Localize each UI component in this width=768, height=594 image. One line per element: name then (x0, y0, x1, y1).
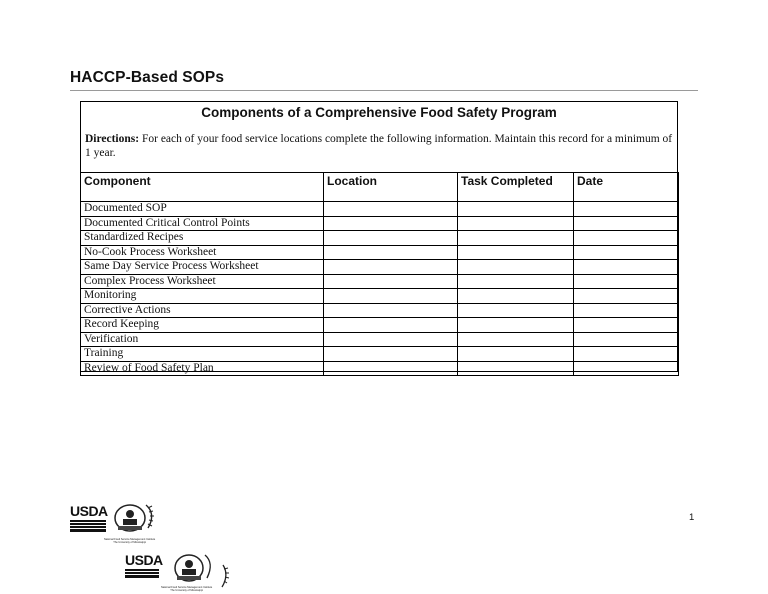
component-cell: Review of Food Safety Plan (81, 361, 324, 376)
table-row (81, 303, 679, 318)
food-safety-form (80, 101, 678, 372)
components-table (80, 172, 679, 376)
table-body (81, 202, 679, 376)
task-completed-cell[interactable] (458, 303, 574, 318)
column-header-component: Component (81, 173, 324, 202)
component-cell: Monitoring (81, 289, 324, 304)
location-cell[interactable] (324, 274, 458, 289)
component-cell: Record Keeping (81, 318, 324, 333)
table-row (81, 318, 679, 333)
location-cell[interactable] (324, 216, 458, 231)
table-row (81, 289, 679, 304)
task-completed-cell[interactable] (458, 347, 574, 362)
task-completed-cell[interactable] (458, 260, 574, 275)
date-cell[interactable] (574, 260, 679, 275)
column-header-task-completed: Task Completed (458, 173, 574, 202)
header-rule (70, 90, 698, 91)
task-completed-cell[interactable] (458, 274, 574, 289)
usda-logo-group-secondary (125, 552, 213, 592)
location-cell[interactable] (324, 303, 458, 318)
usda-logo-bars (70, 520, 106, 532)
table-row (81, 202, 679, 217)
table-row (81, 231, 679, 246)
component-cell: Training (81, 347, 324, 362)
table-header-row (81, 173, 679, 202)
location-cell[interactable] (324, 289, 458, 304)
usda-logo-bars (125, 569, 159, 578)
page-number: 1 (689, 512, 695, 523)
date-cell[interactable] (574, 274, 679, 289)
date-cell[interactable] (574, 361, 679, 376)
column-header-date: Date (574, 173, 679, 202)
component-cell: Documented SOP (81, 202, 324, 217)
usda-logo-text: USDA (125, 552, 163, 568)
task-completed-cell[interactable] (458, 289, 574, 304)
date-cell[interactable] (574, 332, 679, 347)
form-title: Components of a Comprehensive Food Safety Program (201, 105, 557, 120)
component-cell: Same Day Service Process Worksheet (81, 260, 324, 275)
location-cell[interactable] (324, 347, 458, 362)
fineprint: National Food Service Management Institute The University of Mississippi (104, 538, 156, 544)
date-cell[interactable] (574, 231, 679, 246)
directions (81, 132, 677, 162)
document-header (70, 69, 698, 91)
fineprint: National Food Service Management Institute The University of Mississippi (161, 586, 213, 592)
task-completed-cell[interactable] (458, 245, 574, 260)
column-header-location: Location (324, 173, 458, 202)
nfsmi-emblem-icon (171, 551, 235, 591)
component-cell: Standardized Recipes (81, 231, 324, 246)
table-row (81, 274, 679, 289)
task-completed-cell[interactable] (458, 332, 574, 347)
table-row (81, 216, 679, 231)
component-cell: Corrective Actions (81, 303, 324, 318)
page-title: HACCP-Based SOPs (70, 69, 225, 86)
directions-text: For each of your food service locations complete the following information. Maintain this record for a minimum of 1 year. (85, 133, 673, 159)
date-cell[interactable] (574, 216, 679, 231)
task-completed-cell[interactable] (458, 216, 574, 231)
usda-logo-group (70, 503, 156, 544)
task-completed-cell[interactable] (458, 361, 574, 376)
table-row (81, 245, 679, 260)
component-cell: Documented Critical Control Points (81, 216, 324, 231)
location-cell[interactable] (324, 318, 458, 333)
usda-logo-text: USDA (70, 503, 108, 519)
date-cell[interactable] (574, 347, 679, 362)
location-cell[interactable] (324, 202, 458, 217)
table-row (81, 332, 679, 347)
date-cell[interactable] (574, 303, 679, 318)
location-cell[interactable] (324, 260, 458, 275)
date-cell[interactable] (574, 245, 679, 260)
task-completed-cell[interactable] (458, 231, 574, 246)
component-cell: No-Cook Process Worksheet (81, 245, 324, 260)
table-row (81, 347, 679, 362)
date-cell[interactable] (574, 202, 679, 217)
component-cell: Verification (81, 332, 324, 347)
task-completed-cell[interactable] (458, 202, 574, 217)
directions-label: Directions: (85, 133, 140, 145)
component-cell: Complex Process Worksheet (81, 274, 324, 289)
table-row (81, 260, 679, 275)
date-cell[interactable] (574, 289, 679, 304)
location-cell[interactable] (324, 231, 458, 246)
date-cell[interactable] (574, 318, 679, 333)
nfsmi-emblem-icon (110, 502, 158, 536)
location-cell[interactable] (324, 245, 458, 260)
task-completed-cell[interactable] (458, 318, 574, 333)
table-row (81, 361, 679, 376)
location-cell[interactable] (324, 332, 458, 347)
location-cell[interactable] (324, 361, 458, 376)
